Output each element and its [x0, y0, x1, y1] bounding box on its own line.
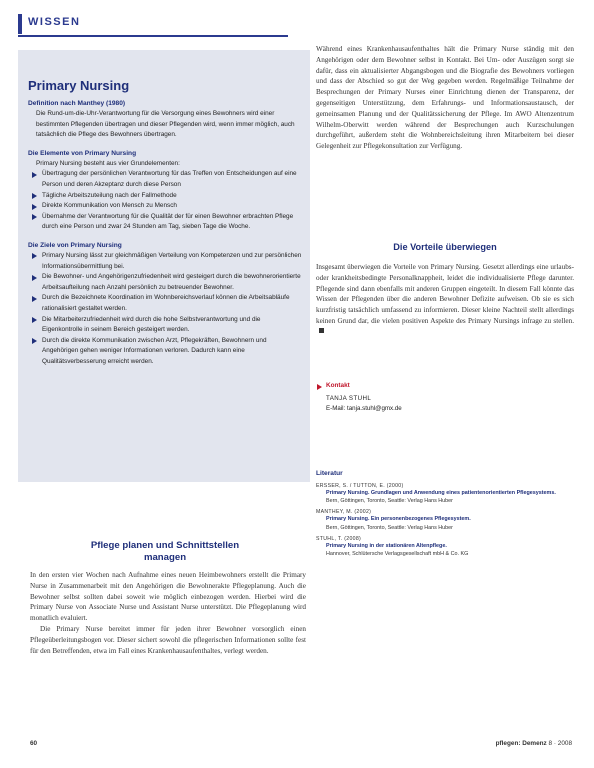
section-header — [18, 14, 288, 34]
literature-author: MANTHEY, M. (2002) — [316, 509, 372, 516]
literature-entry — [316, 483, 578, 505]
right-column-top — [316, 44, 574, 152]
list-item: Übernahme der Verantwortung für die Qualität der für einen Bewohner erbrachten Pflege durch eine Person und zwar 24 Stunden am Tag, sieben Tage die Woche. — [28, 212, 302, 233]
contact-name: TANJA STUHL — [326, 395, 372, 402]
literature-entry — [316, 536, 578, 558]
planning-heading — [30, 540, 300, 564]
planning-heading-line2: managen — [143, 552, 187, 563]
box-title: Primary Nursing — [28, 78, 130, 93]
contact-email[interactable]: E-Mail: tanja.stuhl@gmx.de — [326, 405, 402, 412]
planning-paragraph-1: In den ersten vier Wochen nach Aufnahme eines neuen Heimbewohners erstellt die Primary Nurse in Zusammenarbeit mit den Angehörigen die Bewohnerakte Pflegeplanung. Auch die Bewohner selbst sollten dabei soweit wie möglich einbezogen werden. Hierbei wird die Primary Nurse von Associate Nurse und Assistant Nurse unterstützt. Die Pflegeplanung wird monatlich evaluiert. — [30, 571, 306, 623]
magazine-name: pflegen: Demenz — [495, 740, 547, 747]
list-item: Die Bewohner- und Angehörigenzufriedenheit wird gesteigert durch die bewohnerorientierte Arbeitsaufteilung nach Anzahl persönlich zu betreuender Bewohner. — [28, 272, 302, 293]
planning-paragraph-2: Die Primary Nurse bereitet immer für jeden ihrer Bewohner vorsorglich einen Pflegeüberleitungsbogen vor. Dieser sichert sowohl die pflegerischen Informationen sollte fest für den Betreffenden, etwa im Fall eines Krankenhausaufenthaltes, verlegt werden. — [30, 624, 306, 655]
list-item: Durch die Bezeichnete Koordination im Wohnbereichsverlauf können die Arbeitsabläufe rationalisiert gestaltet werden. — [28, 293, 302, 314]
literature-heading: Literatur — [316, 470, 343, 477]
literature-author: ERSSER, S. / TUTTON, E. (2000) — [316, 483, 404, 489]
list-item: Die Mitarbeiterzufriedenheit wird durch die hohe Selbstverantwortung und die Eigenkontrolle in seinem Bereich gesteigert werden. — [28, 315, 302, 336]
list-item: Direkte Kommunikation von Mensch zu Mensch — [28, 201, 302, 212]
list-item: Durch die direkte Kommunikation zwischen Arzt, Pflegekräften, Bewohnern und Angehörigen gehen weniger Informationen verloren. Dadurch kann eine Qualitätsverbesserung erreicht werden. — [28, 336, 302, 368]
section-label: WISSEN — [28, 16, 81, 28]
literature-block — [316, 470, 578, 562]
advantages-body — [316, 262, 574, 338]
elements-heading: Die Elemente von Primary Nursing — [28, 149, 137, 157]
literature-publisher: Bern, Göttingen, Toronto, Seattle: Verlag Hans Huber — [326, 498, 453, 505]
section-accent-bar — [18, 14, 22, 34]
literature-publisher: Hannover, Schlütersche Verlagsgesellschaft mbH & Co. KG — [326, 551, 469, 558]
goals-heading: Die Ziele von Primary Nursing — [28, 241, 122, 249]
literature-author: STUHL, T. (2008) — [316, 535, 362, 542]
footer-magazine — [496, 740, 572, 747]
planning-heading-line1: Pflege planen und Schnittstellen — [90, 540, 240, 551]
page-number: 60 — [30, 740, 38, 747]
elements-list — [28, 169, 302, 233]
magazine-issue: 8 · 2008 — [548, 740, 572, 747]
definition-text: Die Rund-um-die-Uhr-Verantwortung für die Versorgung eines Bewohners wird einer bestimmten Pflegenden übertragen und dieser Pflegenden wird, wenn immer möglich, auch tatsächlich die Pflege des Bewohners übertragen. — [36, 110, 295, 139]
list-item: Übertragung der persönlichen Verantwortung für das Treffen von Entscheidungen auf eine Person und deren Akzeptanz durch diese Person — [28, 169, 302, 190]
literature-entry — [316, 509, 578, 531]
literature-publisher: Bern, Göttingen, Toronto, Seattle: Verlag Hans Huber — [326, 524, 453, 531]
literature-work: Primary Nursing. Ein personenbezogenes Pflegesystem. — [326, 516, 471, 523]
planning-body — [30, 570, 306, 656]
literature-work: Primary Nursing. Grundlagen und Anwendung eines patientenorientierten Pflegesystems. — [326, 490, 556, 496]
contact-block — [316, 382, 536, 412]
section-rule — [18, 35, 288, 37]
advantages-heading: Die Vorteile überwiegen — [393, 242, 497, 252]
info-box — [18, 50, 310, 482]
end-mark-icon — [319, 328, 324, 333]
right-top-paragraph: Während eines Krankenhausaufenthaltes hält die Primary Nurse ständig mit den Angehörigen oder dem Bewohner selbst in Kontakt. Bei Um- oder Auszügen sorgt sie dafür, dass ein aktualisierter Abgangsbogen und die Biografie des Bewohners vorliegen und dass der Abschied so gut der Weg gegeben werden. Regelmäßige Teilnahme der Besprechungen der Primary Nurses einer Einrichtung dienen der Transparenz, der gegenseitigen Unterstützung, dem Erfahrungs- und Informationsaustausch, der gemeinsamen Planung und der Qualitätssicherung der Pflege. Im AWO Altenzentrum Wilhelm-Oberwitt werden während der Besprechungen auch Kurzschulungen durchgeführt, außerdem steht die Wohnbereichsleitung ihren Mitarbeitern bei dieser Gelegenheit zur Pflegekonsultation zur Verfügung. — [316, 45, 574, 151]
contact-heading: Kontakt — [316, 382, 536, 389]
list-item: Tägliche Arbeitszuteilung nach der Fallmethode — [28, 191, 302, 202]
definition-heading: Definition nach Manthey (1980) — [28, 100, 126, 107]
goals-list — [28, 251, 302, 368]
elements-intro: Primary Nursing besteht aus vier Grundelementen: — [36, 159, 180, 167]
advantages-paragraph: Insgesamt überwiegen die Vorteile von Primary Nursing. Gesetzt allerdings eine urlaubs- oder krankheitsbedingte Personalknappheit, leidet die individualisierte Pflege darunter. Pflegende sind dann ebenfalls mit anderen Gruppen eingeteilt. In diesem Fall könnte das Wissen der Pflegenden über die anderen Bewohner Defizite aufweisen. Ob sie es sich kurzfristig tatsächlich umfassend zu informieren. Dieser kleine Nachteil stellt allerdings keinen Grund dar, die vielen positiven Aspekte des Primary Nursings infrage zu stellen. — [316, 263, 574, 325]
box-content — [28, 100, 302, 376]
list-item: Primary Nursing lässt zur gleichmäßigen Verteilung von Kompetenzen und zur persönlichen Informationsübermittlung bei. — [28, 251, 302, 272]
literature-work: Primary Nursing in der stationären Altenpflege. — [326, 542, 447, 549]
